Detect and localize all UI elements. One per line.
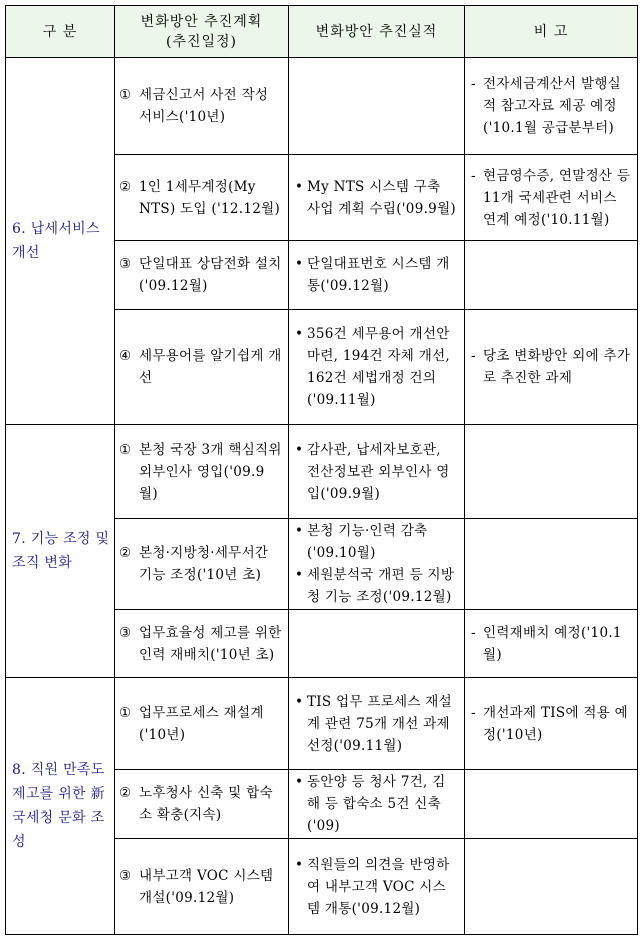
plan-text: 업무프로세스 재설계('10년): [139, 704, 264, 743]
item-number: ②: [119, 178, 132, 195]
note-cell: [465, 839, 638, 935]
note-cell: [465, 770, 638, 839]
result-item: [295, 520, 458, 564]
result-item: [295, 439, 458, 505]
plan-text: 단일대표 상담전화 설치('09.12월): [139, 256, 282, 294]
bullet-mark: •: [295, 774, 304, 790]
bullet-mark: •: [295, 178, 304, 195]
section-category: 8. 직원 만족도 제고를 위한 新 국세청 문화 조성: [6, 678, 115, 935]
note-cell: [465, 678, 638, 770]
note-item: [471, 165, 631, 231]
dash-mark: -: [471, 704, 476, 721]
result-item: [295, 323, 458, 411]
plan-cell: [115, 425, 289, 519]
bullet-mark: •: [295, 326, 304, 342]
result-cell: [289, 425, 465, 519]
plan-text: 세무용어를 알기쉽게 개선: [139, 348, 282, 386]
note-cell: [465, 610, 638, 678]
result-text: 본청 기능·인력 감축('09.10월): [307, 523, 428, 561]
plan-text: 세금신고서 사전 작성 서비스('10년): [139, 87, 269, 125]
plan-cell: [115, 58, 289, 155]
note-item: [471, 73, 631, 139]
plan-cell: [115, 610, 289, 678]
plan-item: [119, 439, 282, 505]
header-plan: [115, 6, 289, 58]
header-plan-schedule: (추진일정): [165, 33, 238, 50]
plan-item: [119, 622, 282, 666]
dash-mark: -: [471, 624, 476, 641]
plan-item: [119, 84, 282, 128]
table-header-row: [6, 6, 638, 58]
note-text: 전자세금계산서 발행실적 참고자료 제공 예정 ('10.1월 공급분부터): [483, 76, 622, 136]
result-cell: [289, 610, 465, 678]
result-text: 356건 세무용어 개선안 마련, 194건 자체 개선, 162건 세법개정 건의('09.11월): [307, 326, 451, 408]
bullet-mark: •: [295, 567, 304, 583]
result-cell: [289, 770, 465, 839]
note-cell: [465, 425, 638, 519]
plan-cell: [115, 839, 289, 935]
plan-cell: [115, 519, 289, 610]
item-number: ①: [119, 87, 132, 103]
result-cell: [289, 58, 465, 155]
note-cell: [465, 155, 638, 241]
result-item: [295, 771, 458, 837]
plan-item: [119, 702, 282, 746]
header-results: 변화방안 추진실적: [289, 6, 465, 58]
item-number: ④: [119, 348, 132, 364]
result-text: 감사관, 납세자보호관, 전산정보관 외부인사 영입('09.9월): [307, 441, 450, 502]
note-text: 개선과제 TIS에 적용 예정('10년): [483, 704, 628, 743]
bullet-mark: •: [295, 523, 304, 539]
dash-mark: -: [471, 167, 476, 184]
bullet-mark: •: [295, 441, 304, 458]
plan-text: 업무효율성 제고를 위한 인력 재배치('10년 초): [139, 624, 282, 663]
plan-item: [119, 865, 282, 909]
note-text: 인력재배치 예정('10.1월): [483, 624, 622, 663]
note-cell: [465, 519, 638, 610]
item-number: ①: [119, 441, 132, 458]
note-text: 당초 변화방안 외에 추가로 추진한 과제: [483, 348, 631, 386]
plan-cell: [115, 241, 289, 310]
note-cell: [465, 241, 638, 310]
note-item: [471, 345, 631, 389]
item-number: ③: [119, 867, 132, 884]
dash-mark: -: [471, 348, 476, 364]
header-category: 구 분: [6, 6, 115, 58]
table-row: [6, 678, 638, 770]
bullet-mark: •: [295, 256, 304, 272]
plan-cell: [115, 678, 289, 770]
item-number: ②: [119, 545, 132, 561]
bullet-mark: •: [295, 856, 304, 873]
item-number: ②: [119, 785, 132, 801]
note-text: 현금영수증, 연말정산 등 11개 국세관련 서비스 연계 예정('10.11월): [483, 167, 631, 228]
result-cell: [289, 155, 465, 241]
item-number: ③: [119, 624, 132, 641]
result-item: [295, 854, 458, 920]
plan-text: 본청 국장 3개 핵심직위 외부인사 영입('09.9월): [139, 441, 282, 502]
result-item: [295, 564, 458, 608]
result-cell: [289, 241, 465, 310]
note-cell: [465, 310, 638, 425]
item-number: ③: [119, 256, 132, 272]
section-category: 7. 기능 조정 및 조직 변화: [6, 425, 115, 678]
header-plan-title: 변화방안 추진계획: [140, 13, 263, 30]
header-note: 비 고: [465, 6, 638, 58]
result-text: My NTS 시스템 구축 사업 계획 수립('09.9월): [307, 178, 456, 217]
result-cell: [289, 310, 465, 425]
plan-text: 노후청사 신축 및 합숙소 확충(지속): [139, 785, 273, 823]
plan-cell: [115, 310, 289, 425]
result-text: 동안양 등 청사 7건, 김해 등 합숙소 5건 신축('09): [307, 774, 446, 834]
note-cell: [465, 58, 638, 155]
plan-cell: [115, 770, 289, 839]
result-text: 단일대표번호 시스템 개통('09.12월): [307, 256, 450, 294]
table-row: [6, 425, 638, 519]
result-item: [295, 176, 458, 220]
note-item: [471, 622, 631, 666]
plan-text: 본청·지방청·세무서간 기능 조정('10년 초): [139, 545, 269, 583]
plan-item: [119, 782, 282, 826]
dash-mark: -: [471, 76, 476, 92]
note-item: [471, 702, 631, 746]
plan-item: [119, 176, 282, 220]
table-row: [6, 58, 638, 155]
result-text: TIS 업무 프로세스 재설계 관련 75개 개선 과제 선정('09.11월): [307, 693, 452, 754]
result-cell: [289, 678, 465, 770]
bullet-mark: •: [295, 693, 304, 710]
result-item: [295, 253, 458, 297]
plan-cell: [115, 155, 289, 241]
plan-text: 1인 1세무계정(My NTS) 도입 ('12.12월): [139, 178, 281, 217]
item-number: ①: [119, 704, 132, 721]
plan-item: [119, 345, 282, 389]
result-cell: [289, 839, 465, 935]
plan-text: 내부고객 VOC 시스템 개설('09.12월): [139, 867, 274, 906]
plan-item: [119, 542, 282, 586]
plan-item: [119, 253, 282, 297]
section-category: 6. 납세서비스 개선: [6, 58, 115, 425]
result-cell: [289, 519, 465, 610]
result-text: 직원들의 의견을 반영하여 내부고객 VOC 시스템 개통('09.12월): [307, 856, 450, 917]
result-text: 세원분석국 개편 등 지방청 기능 조정('09.12월): [307, 567, 455, 605]
result-item: [295, 691, 458, 757]
policy-progress-table: [5, 5, 638, 935]
